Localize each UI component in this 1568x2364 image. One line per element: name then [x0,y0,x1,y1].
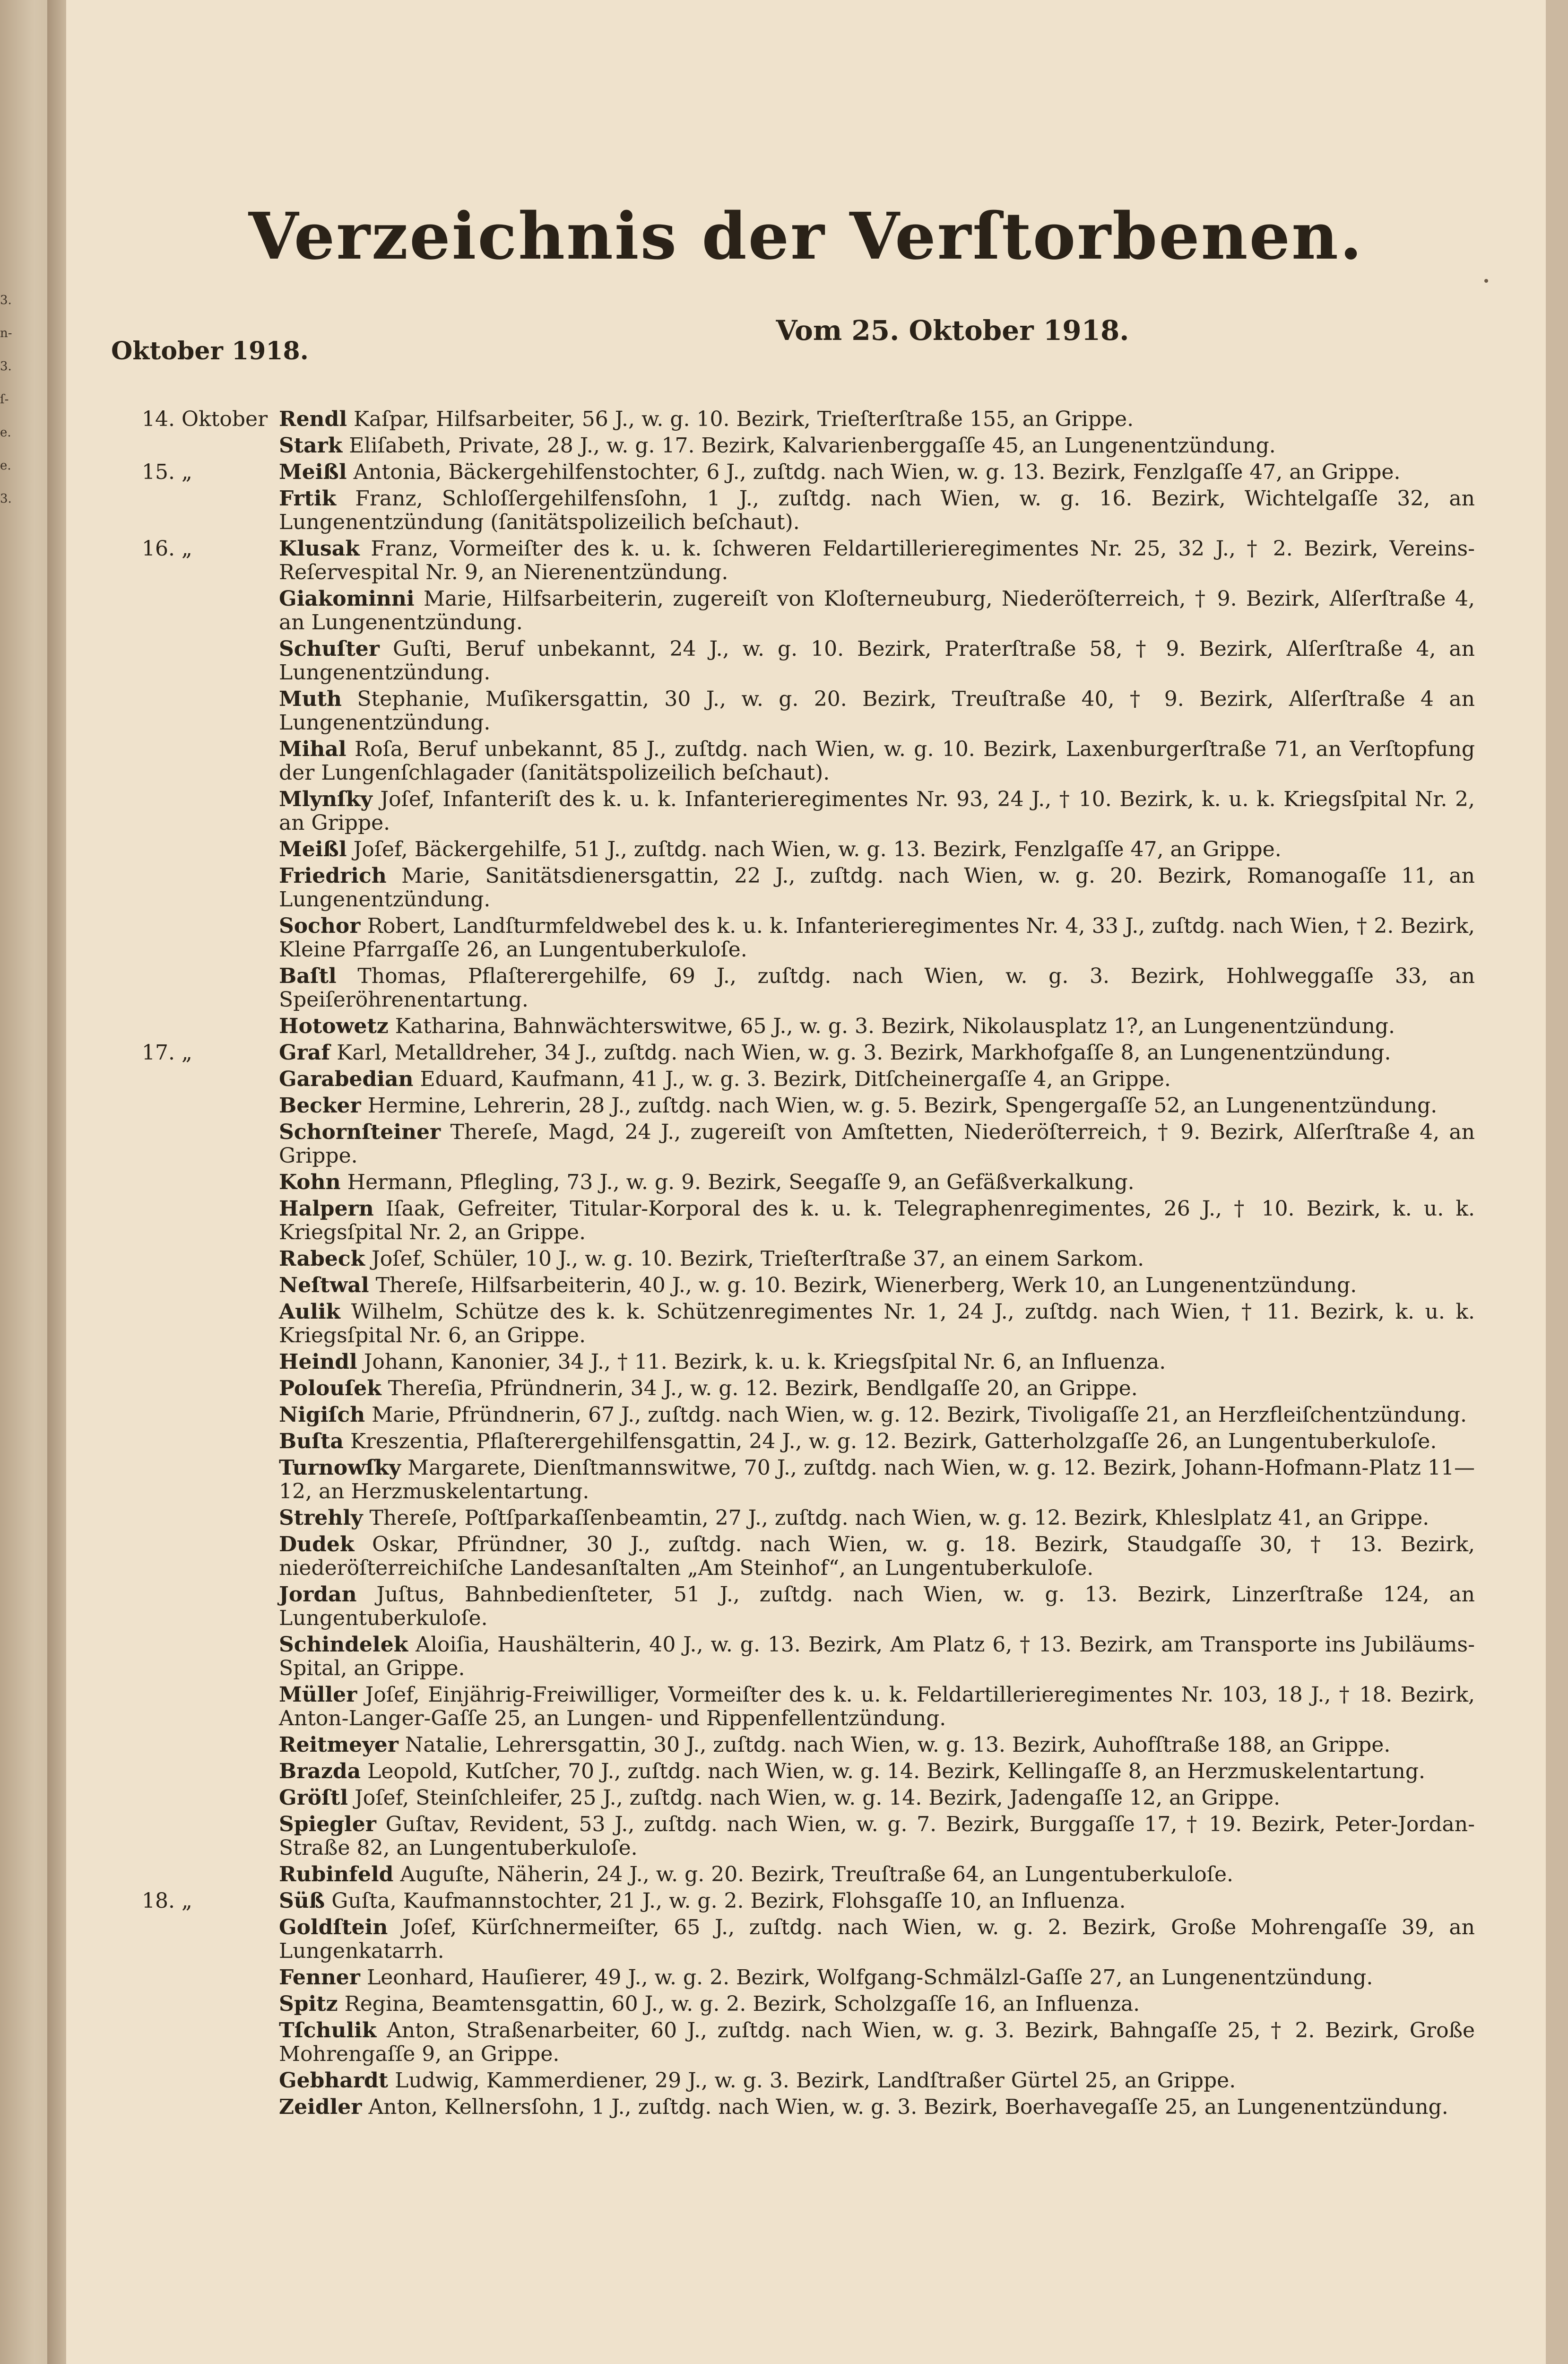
register-entry [66,1015,1546,1038]
margin-fragment: 3. [0,359,12,374]
deceased-surname: Reitmeyer [279,1733,398,1757]
entry-body [279,838,1475,861]
entry-body [279,788,1475,835]
entry-body [279,2069,1475,2093]
register-entry [66,1633,1546,1680]
register-entry [66,1171,1546,1194]
entry-body [279,434,1475,458]
deceased-surname: Rubinfeld [279,1862,394,1886]
entry-body [279,965,1475,1012]
register-entry [66,1863,1546,1886]
register-entry [66,1583,1546,1630]
deceased-surname: Klusak [279,537,360,561]
entry-body [279,1889,1475,1913]
entry-body [279,1456,1475,1504]
deceased-surname: Zeidler [279,2095,362,2119]
entry-body [279,864,1475,912]
entry-details: Joſef, Einjährig-Freiwilliger, Vormeiſter des k. u. k. Feldartillerieregimentes Nr. 103, 18 J., † 18. Bezirk, Anton-Langer-Gaſſe 25, an Lungen- und Rippenfellentzündung. [279,1683,1475,1730]
deceased-surname: Sochor [279,914,361,938]
deceased-surname: Graf [279,1041,330,1065]
entry-details: Anton, Kellnersſohn, 1 J., zuſtdg. nach Wien, w. g. 3. Bezirk, Boerhavegaſſe 25, an Lungenentzündung. [368,2095,1448,2119]
entry-details: Joſef, Schüler, 10 J., w. g. 10. Bezirk, Trieſterſtraße 37, an einem Sarkom. [372,1247,1144,1271]
entry-details: Kreszentia, Pflaſterergehilfensgattin, 24 J., w. g. 12. Bezirk, Gatterholzgaſſe 26, an Lungentuberkuloſe. [350,1429,1437,1453]
register-entry [66,1403,1546,1427]
register-entry [66,1786,1546,1810]
register-entry [66,1916,1546,1963]
register-entry [66,1197,1546,1244]
entry-details: Hermann, Pflegling, 73 J., w. g. 9. Bezirk, Seegaſſe 9, an Gefäßverkalkung. [347,1170,1135,1194]
entry-details: Antonia, Bäckergehilfenstochter, 6 J., zuſtdg. nach Wien, w. g. 13. Bezirk, Fenzlgaſſe 47, an Grippe. [353,460,1401,484]
entry-body [279,1377,1475,1400]
deceased-surname: Goldſtein [279,1915,388,1939]
register-entry [66,1094,1546,1118]
register-entry [66,2069,1546,2093]
entry-details: Marie, Pfründnerin, 67 J., zuſtdg. nach Wien, w. g. 12. Bezirk, Tivoligaſſe 21, an Herzfleiſchentzündung. [372,1403,1467,1427]
entry-details: Marie, Hilfsarbeiterin, zugereiſt von Kloſterneuburg, Niederöſterreich, † 9. Bezirk, Alſerſtraße 4, an Lungenentzündung. [279,587,1475,634]
deceased-surname: Müller [279,1683,357,1707]
register-entry [66,1247,1546,1271]
entry-details: Anton, Straßenarbeiter, 60 J., zuſtdg. nach Wien, w. g. 3. Bezirk, Bahngaſſe 25, † 2. Bezirk, Große Mohrengaſſe 9, an Grippe. [279,2018,1475,2066]
entry-details: Guſti, Beruf unbekannt, 24 J., w. g. 10. Bezirk, Praterſtraße 58, † 9. Bezirk, Alſerſtraße 4, an Lungenentzündung. [279,637,1475,685]
deceased-surname: Garabedian [279,1067,414,1091]
entry-details: Guſtav, Revident, 53 J., zuſtdg. nach Wien, w. g. 7. Bezirk, Burggaſſe 17, † 19. Bezirk, Peter-Jordan-Straße 82, an Lungentuberkuloſe. [279,1812,1475,1860]
register-entry [66,687,1546,735]
register-entry [66,537,1546,584]
entry-details: Juſtus, Bahnbedienſteter, 51 J., zuſtdg. nach Wien, w. g. 13. Bezirk, Linzerſtraße 124, an Lungentuberkuloſe. [279,1582,1475,1630]
page-title: Verzeichnis der Verſtorbenen. [248,199,1364,274]
entry-body [279,2019,1475,2066]
register-entry [66,1350,1546,1374]
register-entry [66,1966,1546,1990]
deceased-surname: Turnowſky [279,1456,401,1480]
register-entry [66,1889,1546,1913]
month-label: Oktober 1918. [111,337,309,365]
deceased-surname: Frtik [279,487,337,511]
entry-body [279,687,1475,735]
entry-details: Eliſabeth, Private, 28 J., w. g. 17. Bezirk, Kalvarienberggaſſe 45, an Lungenentzündung. [349,434,1276,458]
entry-body [279,1197,1475,1244]
entry-body [279,1633,1475,1680]
deceased-surname: Halpern [279,1197,374,1221]
register-entry [66,1377,1546,1400]
entry-body [279,487,1475,534]
entry-details: Leopold, Kutſcher, 70 J., zuſtdg. nach Wien, w. g. 14. Bezirk, Kellingaſſe 8, an Herzmuskelentartung. [367,1759,1426,1783]
entry-body [279,1403,1475,1427]
ink-dot [1484,279,1488,283]
entry-details: Stephanie, Muſikersgattin, 30 J., w. g. 20. Bezirk, Treuſtraße 40, † 9. Bezirk, Alſerſtraße 4 an Lungenentzündung. [279,687,1475,735]
register-entry [66,487,1546,534]
deceased-surname: Tſchulik [279,2018,377,2042]
entry-body [279,1350,1475,1374]
deceased-surname: Nigiſch [279,1403,365,1427]
entry-body [279,537,1475,584]
deceased-surname: Stark [279,434,343,458]
deceased-surname: Brazda [279,1759,361,1783]
entry-details: Eduard, Kaufmann, 41 J., w. g. 3. Bezirk, Ditſcheinergaſſe 4, an Grippe. [420,1067,1171,1091]
deceased-surname: Meißl [279,460,347,484]
register-entry [66,1430,1546,1453]
register-entry [66,864,1546,912]
deceased-surname: Baſtl [279,964,337,988]
entry-details: Marie, Sanitätsdienersgattin, 22 J., zuſtdg. nach Wien, w. g. 20. Bezirk, Romanogaſſe 11, an Lungenentzündung. [279,864,1475,912]
book-gutter [47,0,66,2364]
entry-body [279,1533,1475,1580]
entry-details: Thereſe, Poſtſparkaſſenbeamtin, 27 J., zuſtdg. nach Wien, w. g. 12. Bezirk, Khleslplatz 41, an Grippe. [369,1506,1429,1530]
register-entry [66,1274,1546,1297]
register-entry [66,2095,1546,2119]
entry-body [279,408,1475,431]
deceased-surname: Spiegler [279,1812,376,1836]
deceased-surname: Friedrich [279,864,387,888]
register-entry [66,637,1546,685]
entry-details: Robert, Landſturmfeldwebel des k. u. k. Infanterieregimentes Nr. 4, 33 J., zuſtdg. nach Wien, † 2. Bezirk, Kleine Pfarrgaſſe 26, an Lungentuberkuloſe. [279,914,1475,962]
deceased-surname: Neſtwal [279,1273,369,1297]
deceased-surname: Fenner [279,1965,360,1990]
margin-fragment: ſ- [0,392,9,407]
entry-body [279,1916,1475,1963]
register-entry [66,965,1546,1012]
register-entry [66,1506,1546,1530]
margin-fragment: e. [0,426,11,440]
death-register-list [66,408,1546,2122]
entry-body [279,1121,1475,1168]
deceased-surname: Gröſtl [279,1786,348,1810]
register-entry [66,1992,1546,2016]
register-entry [66,461,1546,484]
entry-details: Katharina, Bahnwächterswitwe, 65 J., w. g. 3. Bezirk, Nikolausplatz 1?, an Lungenentzündung. [395,1014,1395,1038]
deceased-surname: Mlynſky [279,787,373,811]
register-entry [66,838,1546,861]
entry-details: Joſef, Steinſchleifer, 25 J., zuſtdg. nach Wien, w. g. 14. Bezirk, Jadengaſſe 12, an Grippe. [355,1786,1281,1810]
register-entry [66,434,1546,458]
margin-fragments [0,284,28,515]
deceased-surname: Becker [279,1094,361,1118]
entry-details: Leonhard, Hauſierer, 49 J., w. g. 2. Bezirk, Wolfgang-Schmälzl-Gaſſe 27, an Lungenentzündung. [366,1965,1373,1990]
entry-details: Franz, Vormeiſter des k. u. k. ſchweren Feldartillerieregimentes Nr. 25, 32 J., † 2. Bezirk, Vereins-Reſervespital Nr. 9, an Nierenentzündung. [279,537,1475,584]
entry-body [279,1430,1475,1453]
entry-date: 14. Oktober [142,407,268,431]
entry-body [279,1247,1475,1271]
register-entry [66,1456,1546,1504]
entry-body [279,461,1475,484]
deceased-surname: Muth [279,687,342,711]
entry-details: Iſaak, Gefreiter, Titular-Korporal des k. u. k. Telegraphenregimentes, 26 J., † 10. Bezirk, k. u. k. Kriegsſpital Nr. 2, an Grippe. [279,1197,1475,1244]
register-entry [66,1733,1546,1757]
entry-date: 17. „ [142,1041,192,1065]
deceased-surname: Heindl [279,1350,357,1374]
entry-details: Karl, Metalldreher, 34 J., zuſtdg. nach Wien, w. g. 3. Bezirk, Markhofgaſſe 8, an Lungenentzündung. [337,1041,1391,1065]
entry-body [279,1683,1475,1730]
deceased-surname: Spitz [279,1992,338,2016]
entry-details: Joſef, Kürſchnermeiſter, 65 J., zuſtdg. nach Wien, w. g. 2. Bezirk, Große Mohrengaſſe 39, an Lungenkatarrh. [279,1915,1475,1963]
deceased-surname: Dudek [279,1532,355,1556]
entry-body [279,1015,1475,1038]
date-subtitle: Vom 25. Oktober 1918. [776,314,1129,347]
register-entry [66,1121,1546,1168]
entry-details: Margarete, Dienſtmannswitwe, 70 J., zuſtdg. nach Wien, w. g. 12. Bezirk, Johann-Hofmann-Platz 11—12, an Herzmuskelentartung. [279,1456,1475,1504]
register-entry [66,1683,1546,1730]
entry-details: Joſef, Bäckergehilfe, 51 J., zuſtdg. nach Wien, w. g. 13. Bezirk, Fenzlgaſſe 47, an Grippe. [353,837,1282,861]
deceased-surname: Jordan [279,1582,357,1607]
entry-body [279,914,1475,962]
register-entry [66,1068,1546,1091]
register-entry [66,788,1546,835]
register-entry [66,738,1546,785]
entry-details: Thereſe, Hilfsarbeiterin, 40 J., w. g. 10. Bezirk, Wienerberg, Werk 10, an Lungenentzündung. [375,1273,1357,1297]
register-entry [66,1300,1546,1347]
deceased-surname: Kohn [279,1170,341,1194]
deceased-surname: Gebhardt [279,2068,389,2093]
entry-body [279,1068,1475,1091]
deceased-surname: Giakominni [279,587,415,611]
entry-body [279,1094,1475,1118]
entry-details: Thereſe, Magd, 24 J., zugereiſt von Amſtetten, Niederöſterreich, † 9. Bezirk, Alſerſtraße 4, an Grippe. [279,1120,1475,1168]
entry-body [279,1863,1475,1886]
entry-body [279,1786,1475,1810]
entry-date: 18. „ [142,1889,192,1913]
entry-body [279,1813,1475,1860]
entry-body [279,2095,1475,2119]
deceased-surname: Strehly [279,1506,363,1530]
entry-body [279,1041,1475,1065]
deceased-surname: Hotowetz [279,1014,389,1038]
entry-details: Oskar, Pfründner, 30 J., zuſtdg. nach Wien, w. g. 18. Bezirk, Staudgaſſe 30, † 13. Bezirk, niederöſterreichiſche Landesanſtalten „Am Steinhof“, an Lungentuberkuloſe. [279,1532,1475,1580]
entry-body [279,1300,1475,1347]
deceased-surname: Schornſteiner [279,1120,441,1144]
margin-fragment: e. [0,459,11,473]
deceased-surname: Aulik [279,1300,341,1324]
deceased-surname: Meißl [279,837,347,861]
register-entry [66,1533,1546,1580]
register-entry [66,408,1546,431]
entry-details: Guſta, Kaufmannstochter, 21 J., w. g. 2. Bezirk, Flohsgaſſe 10, an Influenza. [331,1889,1126,1913]
document-page [66,0,1546,2364]
entry-details: Natalie, Lehrersgattin, 30 J., zuſtdg. nach Wien, w. g. 13. Bezirk, Auhofſtraße 188, an Grippe. [405,1733,1391,1757]
entry-body [279,1966,1475,1990]
deceased-surname: Schindelek [279,1633,408,1657]
entry-details: Thomas, Pflaſterergehilfe, 69 J., zuſtdg. nach Wien, w. g. 3. Bezirk, Hohlweggaſſe 33, an Speiſeröhrenentartung. [279,964,1475,1012]
entry-details: Wilhelm, Schütze des k. k. Schützenregimentes Nr. 1, 24 J., zuſtdg. nach Wien, † 11. Bezirk, k. u. k. Kriegsſpital Nr. 6, an Grippe. [279,1300,1475,1347]
entry-body [279,1506,1475,1530]
entry-details: Auguſte, Näherin, 24 J., w. g. 20. Bezirk, Treuſtraße 64, an Lungentuberkuloſe. [400,1862,1234,1886]
entry-body [279,738,1475,785]
entry-body [279,587,1475,634]
entry-details: Franz, Schloſſergehilfensſohn, 1 J., zuſtdg. nach Wien, w. g. 16. Bezirk, Wichtelgaſſe 32, an Lungenentzündung (ſanitätspolizeilich beſchaut). [279,487,1475,534]
register-entry [66,587,1546,634]
entry-body [279,637,1475,685]
deceased-surname: Schuſter [279,637,380,661]
register-entry [66,1813,1546,1860]
deceased-surname: Rendl [279,407,347,431]
entry-body [279,1171,1475,1194]
entry-details: Regina, Beamtensgattin, 60 J., w. g. 2. Bezirk, Scholzgaſſe 16, an Influenza. [344,1992,1140,2016]
entry-body [279,1760,1475,1783]
deceased-surname: Polouſek [279,1376,381,1400]
entry-details: Johann, Kanonier, 34 J., † 11. Bezirk, k. u. k. Kriegsſpital Nr. 6, an Influenza. [364,1350,1166,1374]
margin-fragment: 3. [0,492,12,506]
entry-details: Thereſia, Pfründnerin, 34 J., w. g. 12. Bezirk, Bendlgaſſe 20, an Grippe. [388,1376,1138,1400]
entry-body [279,1992,1475,2016]
entry-details: Hermine, Lehrerin, 28 J., zuſtdg. nach Wien, w. g. 5. Bezirk, Spengergaſſe 52, an Lungenentzündung. [367,1094,1438,1118]
entry-date: 16. „ [142,537,192,561]
entry-details: Aloiſia, Haushälterin, 40 J., w. g. 13. Bezirk, Am Platz 6, † 13. Bezirk, am Transporte ins Jubiläums-Spital, an Grippe. [279,1633,1475,1680]
entry-date: 15. „ [142,460,192,484]
entry-body [279,1583,1475,1630]
entry-details: Kaſpar, Hilfsarbeiter, 56 J., w. g. 10. Bezirk, Trieſterſtraße 155, an Grippe. [354,407,1134,431]
deceased-surname: Mihal [279,737,347,761]
entry-body [279,1733,1475,1757]
register-entry [66,1041,1546,1065]
entry-details: Joſef, Infanteriſt des k. u. k. Infanterieregimentes Nr. 93, 24 J., † 10. Bezirk, k. u. k. Kriegsſpital Nr. 2, an Grippe. [279,787,1475,835]
entry-details: Ludwig, Kammerdiener, 29 J., w. g. 3. Bezirk, Landſtraßer Gürtel 25, an Grippe. [395,2068,1236,2093]
margin-fragment: 3. [0,293,12,307]
deceased-surname: Buſta [279,1429,344,1453]
deceased-surname: Süß [279,1889,325,1913]
deceased-surname: Rabeck [279,1247,365,1271]
register-entry [66,914,1546,962]
register-entry [66,2019,1546,2066]
margin-fragment: n- [0,326,12,340]
entry-details: Roſa, Beruf unbekannt, 85 J., zuſtdg. nach Wien, w. g. 10. Bezirk, Laxenburgerſtraße 71, an Verſtopfung der Lungenſchlagader (ſanitätspolizeilich beſchaut). [279,737,1475,785]
register-entry [66,1760,1546,1783]
entry-body [279,1274,1475,1297]
